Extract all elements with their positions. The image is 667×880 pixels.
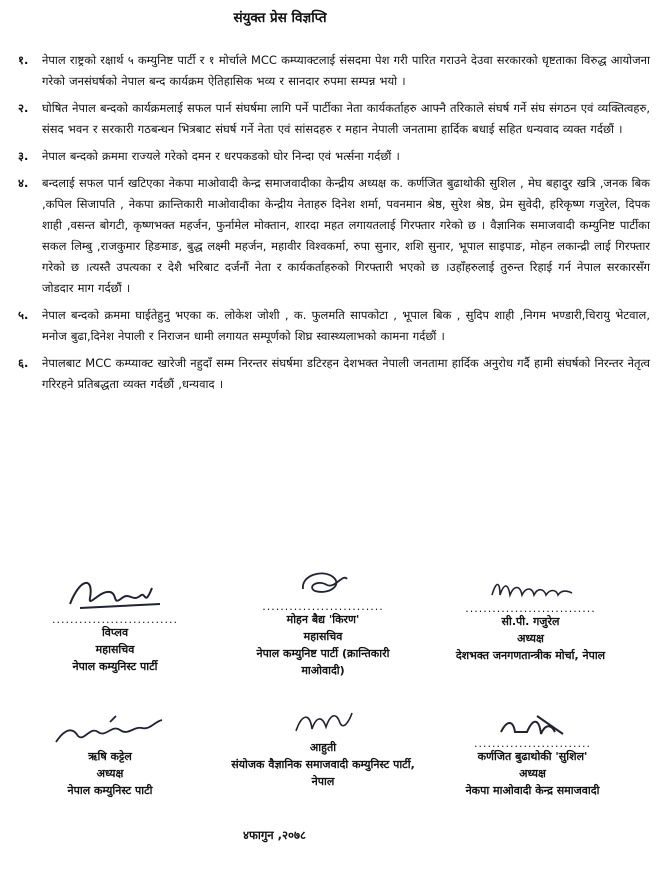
signatory-title: संयोजक वैज्ञानिक समाजवादी कम्युनिस्ट पार्टी, नेपाल bbox=[231, 758, 415, 788]
item-number: ५. bbox=[18, 308, 29, 322]
signatory-title: अध्यक्ष bbox=[96, 767, 124, 780]
signature-line: ........................... bbox=[262, 600, 384, 613]
signatory-block-3 bbox=[438, 575, 623, 664]
signatory-name: विप्लव bbox=[101, 626, 129, 639]
handwritten-signature bbox=[486, 575, 576, 605]
handwritten-signature bbox=[50, 712, 170, 748]
handwritten-signature bbox=[60, 568, 170, 616]
handwritten-signature bbox=[288, 705, 358, 739]
signatory-block-5 bbox=[228, 705, 418, 790]
statement-list bbox=[18, 50, 650, 401]
signatory-title: अध्यक्ष bbox=[517, 632, 544, 645]
signatory-org: नेपाल कम्युनिस्ट पार्टी bbox=[72, 660, 158, 673]
signatory-block-1 bbox=[40, 568, 190, 675]
signatory-block-4 bbox=[40, 712, 180, 799]
item-number: ३. bbox=[18, 149, 29, 163]
handwritten-signature bbox=[293, 565, 353, 603]
item-text: नेपालबाट MCC कम्प्याक्ट खारेजी नहुदाँ सम्म निरन्तर संघर्षमा डटिरहन देशभक्त नेपाली जनतामा हार्दिक अनुरोध गर्दै हामी संघर्षको निरन्तर नेतृत्व गरिरहने प्रतिबद्धता व्यक्त गर्दछौं ,धन्यवाद । bbox=[42, 356, 650, 391]
item-number: ६. bbox=[18, 356, 29, 370]
statement-item-5 bbox=[18, 305, 650, 347]
signatory-name: ऋषि कट्टेल bbox=[88, 750, 132, 763]
signatory-block-2 bbox=[238, 565, 408, 679]
item-text: नेपाल बन्दको क्रममा राज्यले गरेको दमन र धरपकडको घोर निन्दा एवं भर्त्सना गर्दछौं । bbox=[42, 149, 400, 163]
signatory-title: महासचिव bbox=[95, 643, 135, 656]
signatory-title: महासचिव bbox=[303, 630, 343, 643]
signatory-name: सी.पी. गजुरेल bbox=[501, 615, 560, 628]
statement-item-2 bbox=[18, 98, 650, 140]
document-date: ४फागुन ,२०७८ bbox=[243, 828, 306, 842]
statement-item-3 bbox=[18, 146, 650, 167]
signature-line: .......................... bbox=[474, 737, 591, 750]
signatory-org: नेपाल कम्युनिस्ट पाटी bbox=[67, 784, 153, 797]
item-text: नेपाल बन्दको क्रममा घाईतेहुनु भएका क. लोकेश जोशी , क. फुलमति सापकोटा , भूपाल बिक , सुदिप शाही ,निगम भण्डारी,चिरायु भेटवाल, मनोज बुढा,दिनेश नेपाली र निराजन धामी लगायत सम्पूर्णको शिघ्र स्वास्थ्यलाभको कामना गर्दछौं । bbox=[42, 308, 650, 343]
signatory-org: नेकपा माओवादी केन्द्र समाजवादी bbox=[465, 784, 600, 797]
item-text: घोषित नेपाल बन्दको कार्यक्रमलाई सफल पार्न संघर्षमा लागि पर्ने पार्टीका नेता कार्यकर्ताहरु आफ्नै तरिकाले संघर्ष गर्ने संघ संगठन एवं व्यक्तित्वहरु, संसद भवन र सरकारी गठबन्धन भित्रबाट संघर्ष गर्ने नेता एवं सांसदहरु र महान नेपाली जनतामा हार्दिक बधाई सहित धन्यवाद व्यक्त गर्दछौं । bbox=[42, 101, 650, 136]
item-text: नेपाल राष्ट्रको रक्षार्थ ५ कम्युनिष्ट पार्टी र १ मोर्चाले MCC कम्प्याक्टलाई संसदमा पेश गरी पारित गराउने देउवा सरकारको धृष्टताका विरुद्ध आयोजना गरेको जनसंघर्षको नेपाल बन्द कार्यक्रम ऐतिहासिक भव्य र सानदार रुपमा सम्पन्न भयो । bbox=[42, 53, 650, 88]
signatory-org: नेपाल कम्युनिष्ट पार्टी (क्रान्तिकारी माओवादी) bbox=[256, 647, 390, 677]
statement-item-1 bbox=[18, 50, 650, 92]
signatory-title: अध्यक्ष bbox=[519, 767, 546, 780]
signature-line: ............................ bbox=[52, 613, 178, 626]
signatory-org: देशभक्त जनगणतान्त्रीक मोर्चा, नेपाल bbox=[455, 649, 606, 662]
item-text: बन्दलाई सफल पार्न खटिएका नेकपा माओवादी केन्द्र समाजवादीका केन्द्रीय अध्यक्ष क. कर्णजित बुढाथोकी सुशिल , मेघ बहादुर खत्रि ,जनक बिक ,कपिल सिजापति , नेकपा क्रान्तिकारी माओवादीका केन्द्रीय नेताहरु दिनेश शर्मा, पवनमान श्रेष्ठ, सुरेश श्रेष्ठ, प्रेम सुवेदी, हरिकृष्ण गजुरेल, दिपक शाही ,वसन्त बोगटी, कृष्णभक्त महर्जन, फुर्नामेल मोक्तान, शारदा महत लगायतलाई गिरफ्तार गरेको छ । वैज्ञानिक समाजवादी कम्युनिष्ट पार्टीका सकल लिम्बु ,राजकुमार हिङमाङ, बुद्ध लक्ष्मी महर्जन, महावीर विश्वकर्मा, रुपा सुनार, शशि सुनार, भूपाल साइपाङ, मोहन लकान्द्री लाई गिरफ्तार गरेको छ ।त्यस्तै उपत्यका र देशै भरिबाट दर्जनौं नेता र कार्यकर्ताहरुको गिरफ्तारी भएको छ ।उहाँहरुलाई तुरुन्त रिहाई गर्न नेपाल सरकारसँग जोडदार माग गर्दछौं । bbox=[42, 176, 650, 295]
signatory-block-6 bbox=[440, 710, 625, 799]
item-number: ४. bbox=[18, 176, 29, 190]
handwritten-signature bbox=[493, 710, 573, 740]
document-title: संयुक्त प्रेस विज्ञप्ति bbox=[233, 10, 327, 26]
signatory-name: मोहन बैद्य 'किरण' bbox=[286, 613, 360, 626]
signatory-name: आहुती bbox=[309, 741, 337, 754]
statement-item-6 bbox=[18, 353, 650, 395]
signatory-name: कर्णजित बुढाथोकी 'सुशिल' bbox=[477, 750, 588, 763]
statement-item-4 bbox=[18, 173, 650, 299]
item-number: २. bbox=[18, 101, 29, 115]
item-number: १. bbox=[18, 53, 29, 67]
signature-line: ............................. bbox=[465, 602, 596, 615]
